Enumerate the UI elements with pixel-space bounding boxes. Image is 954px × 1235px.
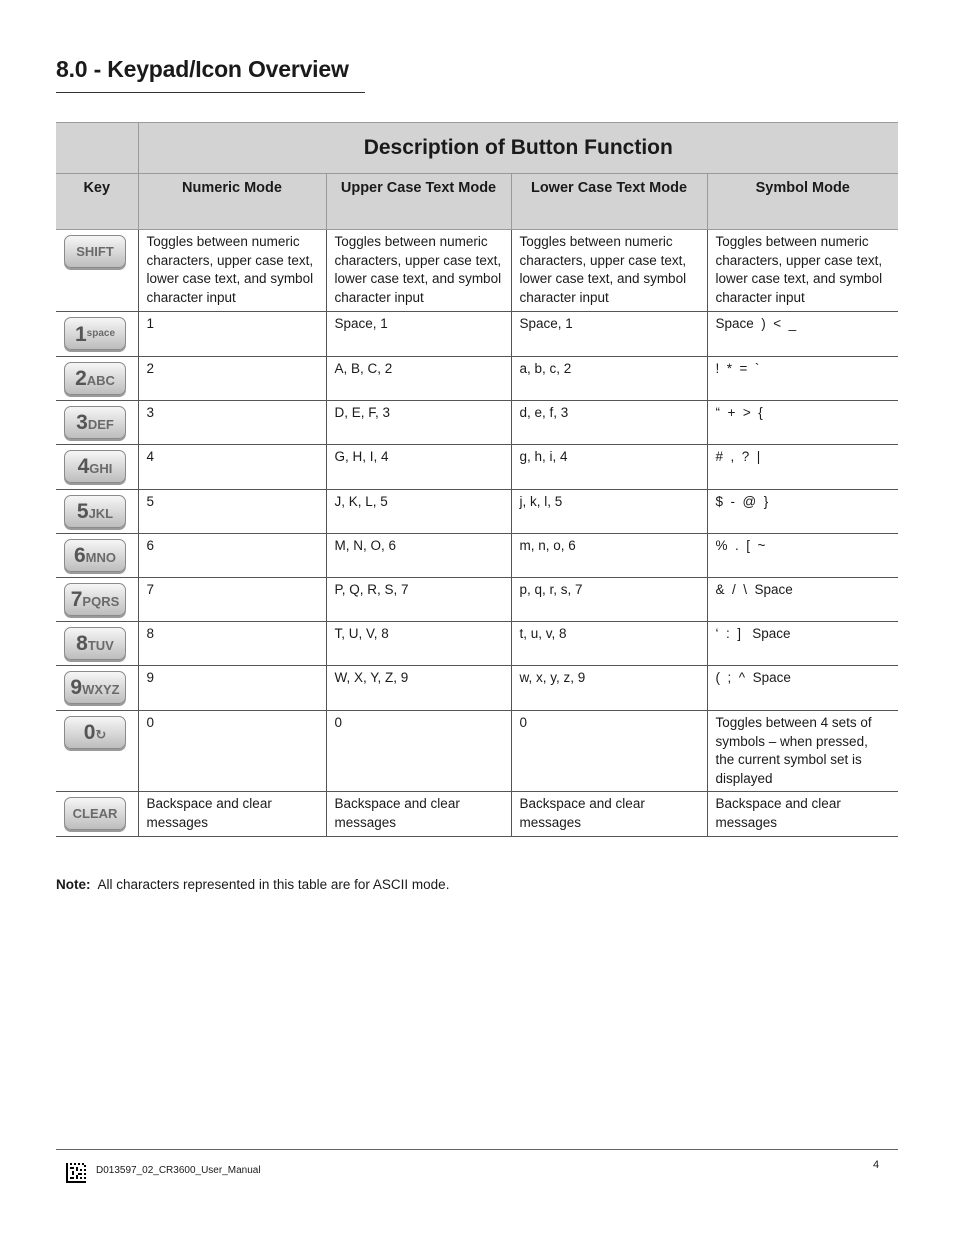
- key-number: 1: [74, 323, 87, 346]
- cell-lower: w, x, y, z, 9: [511, 666, 707, 711]
- cell-lower: t, u, v, 8: [511, 622, 707, 666]
- table-row: [56, 666, 898, 711]
- cell-lower: d, e, f, 3: [511, 401, 707, 445]
- key-label: space: [86, 328, 116, 339]
- key-6-icon: [64, 539, 126, 572]
- cell-symbol: ‘ : ] Space: [707, 622, 898, 666]
- key-label: PQRS: [82, 594, 120, 609]
- cell-numeric: 1: [138, 312, 326, 357]
- key-cell: [56, 622, 138, 666]
- page-number: 4: [873, 1159, 880, 1171]
- table-row: [56, 230, 898, 312]
- key-label: MNO: [85, 550, 117, 565]
- key-cell: [56, 711, 138, 792]
- cell-upper: D, E, F, 3: [326, 401, 511, 445]
- key-number: 2: [75, 367, 87, 390]
- cell-lower: 0: [511, 711, 707, 792]
- shift-key-icon: [64, 235, 126, 268]
- cell-upper: Toggles between numeric characters, upper case text, lower case text, and symbol character input: [326, 230, 511, 312]
- key-cell: [56, 666, 138, 711]
- key-label: CLEAR: [72, 806, 118, 821]
- table-row: [56, 622, 898, 666]
- key-7-icon: [64, 583, 126, 616]
- key-8-icon: [64, 627, 126, 660]
- cell-numeric: 8: [138, 622, 326, 666]
- cell-lower: m, n, o, 6: [511, 534, 707, 578]
- cell-numeric: 0: [138, 711, 326, 792]
- cell-lower: Space, 1: [511, 312, 707, 357]
- key-cell: [56, 401, 138, 445]
- key-label: GHI: [89, 461, 113, 476]
- cell-upper: P, Q, R, S, 7: [326, 578, 511, 622]
- cell-numeric: Backspace and clear messages: [138, 792, 326, 837]
- key-2-icon: [64, 362, 126, 395]
- cell-lower: Backspace and clear messages: [511, 792, 707, 837]
- footer-rule: [56, 1149, 898, 1150]
- cell-symbol: Space ) < _: [707, 312, 898, 357]
- table-row: [56, 357, 898, 401]
- note-label: Note:: [56, 877, 91, 892]
- column-header-row: [56, 174, 898, 230]
- key-4-icon: [64, 450, 126, 483]
- table-row: [56, 490, 898, 534]
- header-blank-cell: [56, 123, 138, 174]
- cell-symbol: Toggles between 4 sets of symbols – when pressed, the current symbol set is displayed: [707, 711, 898, 792]
- group-header: Description of Button Function: [138, 123, 898, 174]
- column-header-key: Key: [56, 174, 138, 230]
- key-number: 8: [76, 632, 88, 655]
- cell-numeric: 3: [138, 401, 326, 445]
- key-label: SHIFT: [76, 244, 114, 259]
- note-text: All characters represented in this table are for ASCII mode.: [97, 877, 450, 892]
- table-row: [56, 445, 898, 490]
- table-row: [56, 401, 898, 445]
- cell-upper: T, U, V, 8: [326, 622, 511, 666]
- cell-numeric: 6: [138, 534, 326, 578]
- cell-numeric: 7: [138, 578, 326, 622]
- cell-lower: Toggles between numeric characters, upper case text, lower case text, and symbol character input: [511, 230, 707, 312]
- column-header-numeric: Numeric Mode: [138, 174, 326, 230]
- cell-symbol: Backspace and clear messages: [707, 792, 898, 837]
- key-number: 6: [73, 544, 86, 567]
- key-label: ↻: [95, 727, 107, 742]
- key-1-icon: [64, 317, 126, 350]
- cell-lower: j, k, l, 5: [511, 490, 707, 534]
- key-cell: [56, 792, 138, 837]
- key-number: 0: [83, 721, 96, 744]
- key-number: 3: [76, 411, 88, 434]
- key-9-icon: [64, 671, 126, 704]
- key-3-icon: [64, 406, 126, 439]
- table-row: [56, 711, 898, 792]
- cell-upper: A, B, C, 2: [326, 357, 511, 401]
- cell-numeric: 9: [138, 666, 326, 711]
- cell-symbol: “ + > {: [707, 401, 898, 445]
- cell-lower: g, h, i, 4: [511, 445, 707, 490]
- cell-symbol: ( ; ^ Space: [707, 666, 898, 711]
- key-cell: [56, 534, 138, 578]
- cell-symbol: Toggles between numeric characters, upper case text, lower case text, and symbol character input: [707, 230, 898, 312]
- column-header-symbol: Symbol Mode: [707, 174, 898, 230]
- key-label: ABC: [86, 373, 115, 388]
- column-header-upper: Upper Case Text Mode: [326, 174, 511, 230]
- cell-upper: 0: [326, 711, 511, 792]
- key-5-icon: [64, 495, 126, 528]
- cell-numeric: 4: [138, 445, 326, 490]
- note: [56, 877, 449, 892]
- cell-lower: a, b, c, 2: [511, 357, 707, 401]
- keypad-table: [56, 122, 898, 837]
- cell-symbol: # , ? |: [707, 445, 898, 490]
- page-title: 8.0 - Keypad/Icon Overview: [56, 56, 349, 82]
- key-number: 5: [76, 500, 89, 523]
- cell-upper: Backspace and clear messages: [326, 792, 511, 837]
- cell-symbol: & / \ Space: [707, 578, 898, 622]
- key-cell: [56, 490, 138, 534]
- cell-upper: M, N, O, 6: [326, 534, 511, 578]
- key-label: WXYZ: [82, 682, 120, 697]
- clear-key-icon: [64, 797, 126, 830]
- cell-upper: W, X, Y, Z, 9: [326, 666, 511, 711]
- cell-lower: p, q, r, s, 7: [511, 578, 707, 622]
- cell-numeric: 2: [138, 357, 326, 401]
- key-label: DEF: [87, 417, 114, 432]
- cell-symbol: % . [ ~: [707, 534, 898, 578]
- key-label: JKL: [88, 506, 114, 521]
- key-cell: [56, 357, 138, 401]
- table-row: [56, 578, 898, 622]
- key-cell: [56, 312, 138, 357]
- key-number: 9: [70, 676, 83, 699]
- key-0-icon: [64, 716, 126, 749]
- key-cell: [56, 578, 138, 622]
- cell-upper: Space, 1: [326, 312, 511, 357]
- key-number: 7: [70, 588, 83, 611]
- cell-upper: J, K, L, 5: [326, 490, 511, 534]
- table-row: [56, 312, 898, 357]
- cell-numeric: Toggles between numeric characters, upper case text, lower case text, and symbol character input: [138, 230, 326, 312]
- key-cell: [56, 230, 138, 312]
- cell-upper: G, H, I, 4: [326, 445, 511, 490]
- document-id: D013597_02_CR3600_User_Manual: [96, 1165, 261, 1176]
- table-body: [56, 230, 898, 837]
- table-row: [56, 792, 898, 837]
- key-label: TUV: [87, 638, 114, 653]
- column-header-lower: Lower Case Text Mode: [511, 174, 707, 230]
- cell-numeric: 5: [138, 490, 326, 534]
- table-row: [56, 534, 898, 578]
- key-number: 4: [77, 455, 90, 478]
- cell-symbol: ! * = `: [707, 357, 898, 401]
- title-underline: [56, 92, 365, 93]
- key-cell: [56, 445, 138, 490]
- datamatrix-code-icon: [66, 1163, 86, 1183]
- cell-symbol: $ - @ }: [707, 490, 898, 534]
